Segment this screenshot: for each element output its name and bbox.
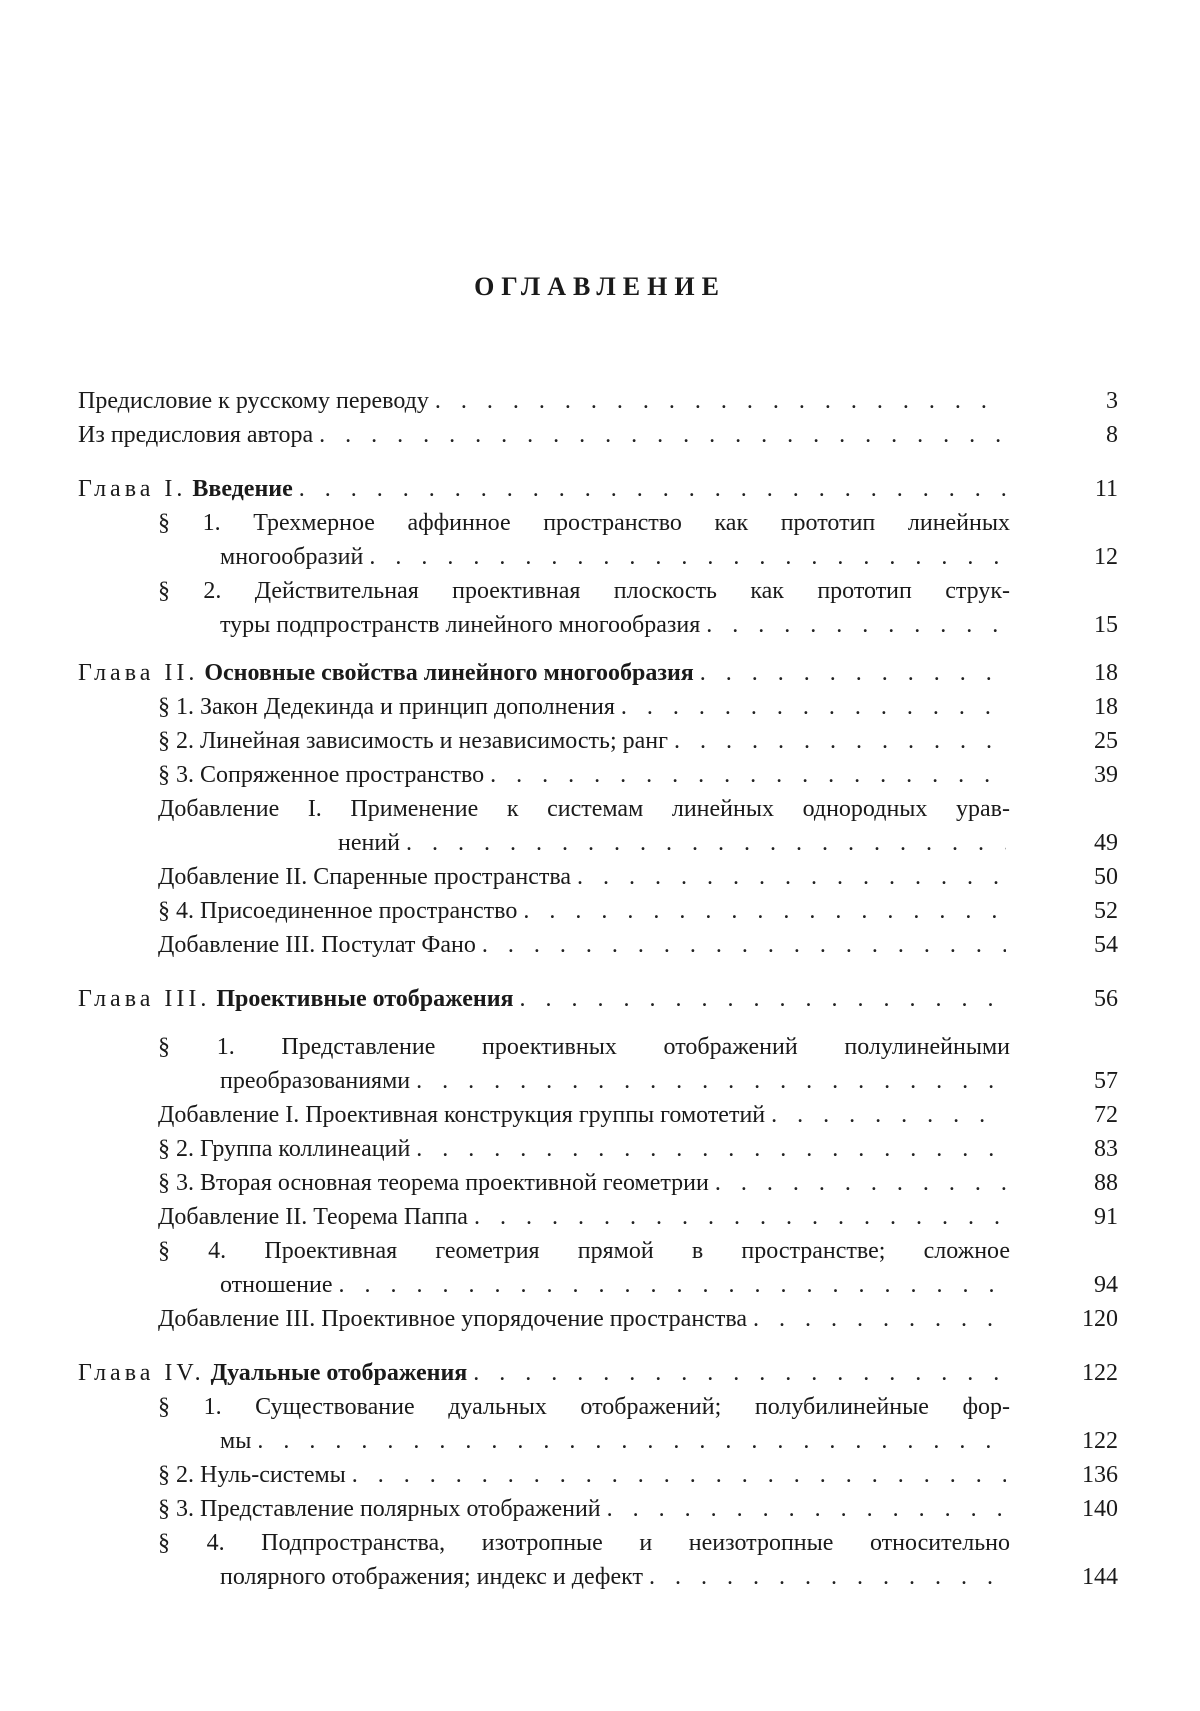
toc-chapter-3[interactable] — [78, 982, 1118, 1016]
toc-entry-title: § 3. Сопряженное пространство — [158, 762, 485, 788]
page-number: 122 — [1082, 1428, 1118, 1454]
toc-section-4-1[interactable] — [78, 1390, 1118, 1458]
chapter-prefix: Глава IV. — [78, 1360, 205, 1386]
toc-section-2-2[interactable] — [78, 724, 1118, 758]
page-number: 50 — [1094, 864, 1118, 890]
toc-entry-title: § 1. Закон Дедекинда и принцип дополнения — [158, 694, 615, 720]
toc-section-3-1[interactable] — [78, 1030, 1118, 1098]
toc-addendum-2-3[interactable] — [78, 928, 1118, 962]
dot-leader — [490, 758, 1006, 792]
toc-entry-title: § 3. Представление полярных отображений — [158, 1496, 601, 1522]
dot-leader — [352, 1458, 1006, 1492]
dot-leader — [473, 1356, 1006, 1390]
page-number: 140 — [1082, 1496, 1118, 1522]
dot-leader — [416, 1132, 1006, 1166]
page-number: 83 — [1094, 1136, 1118, 1162]
page-number: 120 — [1082, 1306, 1118, 1332]
dot-leader — [416, 1064, 1006, 1098]
page-number: 56 — [1094, 986, 1118, 1012]
dot-leader — [339, 1268, 1007, 1302]
toc-entry-title-line2: отношение — [220, 1272, 333, 1298]
toc-section-3-3[interactable] — [78, 1166, 1118, 1200]
dot-leader — [649, 1560, 1006, 1594]
table-of-contents — [78, 384, 1118, 1594]
toc-section-4-4[interactable] — [78, 1526, 1118, 1594]
dot-leader — [715, 1166, 1006, 1200]
page-number: 94 — [1094, 1272, 1118, 1298]
chapter-title: Основные свойства линейного многообразия — [204, 660, 694, 686]
toc-addendum-3-1[interactable] — [78, 1098, 1118, 1132]
toc-entry-title-line1: § 4. Подпространства, изотропные и неизотропные относительно — [158, 1530, 1010, 1556]
toc-entry-title: Из предисловия автора — [78, 422, 314, 448]
dot-leader — [520, 982, 1006, 1016]
dot-leader — [369, 540, 1006, 574]
toc-chapter-4[interactable] — [78, 1356, 1118, 1390]
page-number: 49 — [1094, 830, 1118, 856]
toc-section-2-4[interactable] — [78, 894, 1118, 928]
toc-section-3-4[interactable] — [78, 1234, 1118, 1302]
toc-entry-title: Добавление III. Постулат Фано — [158, 932, 476, 958]
toc-entry-title-line1: § 2. Действительная проективная плоскость как прототип струк- — [158, 578, 1010, 604]
chapter-prefix: Глава III. — [78, 986, 211, 1012]
toc-entry-title-line2: мы — [220, 1428, 252, 1454]
toc-entry-title: § 2. Нуль-системы — [158, 1462, 346, 1488]
toc-entry-title: Добавление II. Спаренные пространства — [158, 864, 572, 890]
dot-leader — [482, 928, 1006, 962]
chapter-title: Проективные отображения — [216, 986, 514, 1012]
dot-leader — [753, 1302, 1006, 1336]
dot-leader — [406, 826, 1006, 860]
page-number: 39 — [1094, 762, 1118, 788]
toc-chapter-2[interactable] — [78, 656, 1118, 690]
toc-entry-title-line2: многообразий — [220, 544, 364, 570]
toc-entry-title: Добавление I. Проективная конструкция группы гомотетий — [158, 1102, 766, 1128]
toc-entry-title-line2: нений — [338, 830, 401, 856]
dot-leader — [299, 472, 1006, 506]
toc-entry-title: § 2. Группа коллинеаций — [158, 1136, 411, 1162]
toc-section-1-1[interactable] — [78, 506, 1118, 574]
toc-entry-title: § 2. Линейная зависимость и независимость; ранг — [158, 728, 668, 754]
dot-leader — [706, 608, 1006, 642]
page-number: 52 — [1094, 898, 1118, 924]
page-number: 144 — [1082, 1564, 1118, 1590]
page-number: 54 — [1094, 932, 1118, 958]
dot-leader — [674, 724, 1006, 758]
toc-section-1-2[interactable] — [78, 574, 1118, 642]
toc-entry-title-line2: полярного отображения; индекс и дефект — [220, 1564, 643, 1590]
chapter-prefix: Глава II. — [78, 660, 199, 686]
toc-addendum-3-3[interactable] — [78, 1302, 1118, 1336]
page-number: 15 — [1094, 612, 1118, 638]
toc-entry-title-line2: туры подпространств линейного многообразия — [220, 612, 701, 638]
toc-section-2-3[interactable] — [78, 758, 1118, 792]
dot-leader — [257, 1424, 1006, 1458]
toc-entry-title-line1: § 1. Трехмерное аффинное пространство как прототип линейных — [158, 510, 1010, 536]
toc-entry-preface-ru[interactable] — [78, 384, 1118, 418]
toc-entry-title: Предисловие к русскому переводу — [78, 388, 429, 414]
toc-entry-title: § 3. Вторая основная теорема проективной геометрии — [158, 1170, 709, 1196]
page-number: 91 — [1094, 1204, 1118, 1230]
dot-leader — [435, 384, 1006, 418]
page-number: 18 — [1094, 660, 1118, 686]
page-number: 136 — [1082, 1462, 1118, 1488]
toc-entry-title-line1: § 1. Существование дуальных отображений; полубилинейные фор- — [158, 1394, 1010, 1420]
toc-addendum-2-2[interactable] — [78, 860, 1118, 894]
page-number: 57 — [1094, 1068, 1118, 1094]
chapter-title: Введение — [192, 476, 293, 502]
toc-entry-title-line1: § 4. Проективная геометрия прямой в пространстве; сложное — [158, 1238, 1010, 1264]
page-number: 25 — [1094, 728, 1118, 754]
toc-entry-title: § 4. Присоединенное пространство — [158, 898, 518, 924]
page-number: 18 — [1094, 694, 1118, 720]
toc-entry-title-line2: преобразованиями — [220, 1068, 411, 1094]
dot-leader — [607, 1492, 1006, 1526]
toc-section-4-3[interactable] — [78, 1492, 1118, 1526]
page-number: 3 — [1106, 388, 1118, 414]
page-number: 12 — [1094, 544, 1118, 570]
chapter-prefix: Глава I. — [78, 476, 187, 502]
page-title: ОГЛАВЛЕНИЕ — [474, 272, 726, 301]
toc-chapter-1[interactable] — [78, 472, 1118, 506]
dot-leader — [474, 1200, 1006, 1234]
dot-leader — [523, 894, 1006, 928]
toc-entry-title: Добавление II. Теорема Паппа — [158, 1204, 468, 1230]
dot-leader — [771, 1098, 1006, 1132]
page-number: 11 — [1094, 476, 1118, 502]
toc-addendum-2-1[interactable] — [78, 792, 1118, 860]
page-number: 88 — [1094, 1170, 1118, 1196]
chapter-title: Дуальные отображения — [210, 1360, 468, 1386]
dot-leader — [319, 418, 1006, 452]
dot-leader — [621, 690, 1006, 724]
toc-section-4-2[interactable] — [78, 1458, 1118, 1492]
toc-section-2-1[interactable] — [78, 690, 1118, 724]
toc-entry-preface-author[interactable] — [78, 418, 1118, 452]
toc-addendum-3-2[interactable] — [78, 1200, 1118, 1234]
page-number: 72 — [1094, 1102, 1118, 1128]
page-number: 122 — [1082, 1360, 1118, 1386]
page-number: 8 — [1106, 422, 1118, 448]
toc-entry-title: Добавление III. Проективное упорядочение пространства — [158, 1306, 747, 1332]
dot-leader — [577, 860, 1006, 894]
toc-section-3-2[interactable] — [78, 1132, 1118, 1166]
toc-entry-title-line1: Добавление I. Применение к системам линейных однородных урав- — [158, 796, 1010, 822]
toc-entry-title-line1: § 1. Представление проективных отображений полулинейными — [158, 1034, 1010, 1060]
dot-leader — [700, 656, 1006, 690]
